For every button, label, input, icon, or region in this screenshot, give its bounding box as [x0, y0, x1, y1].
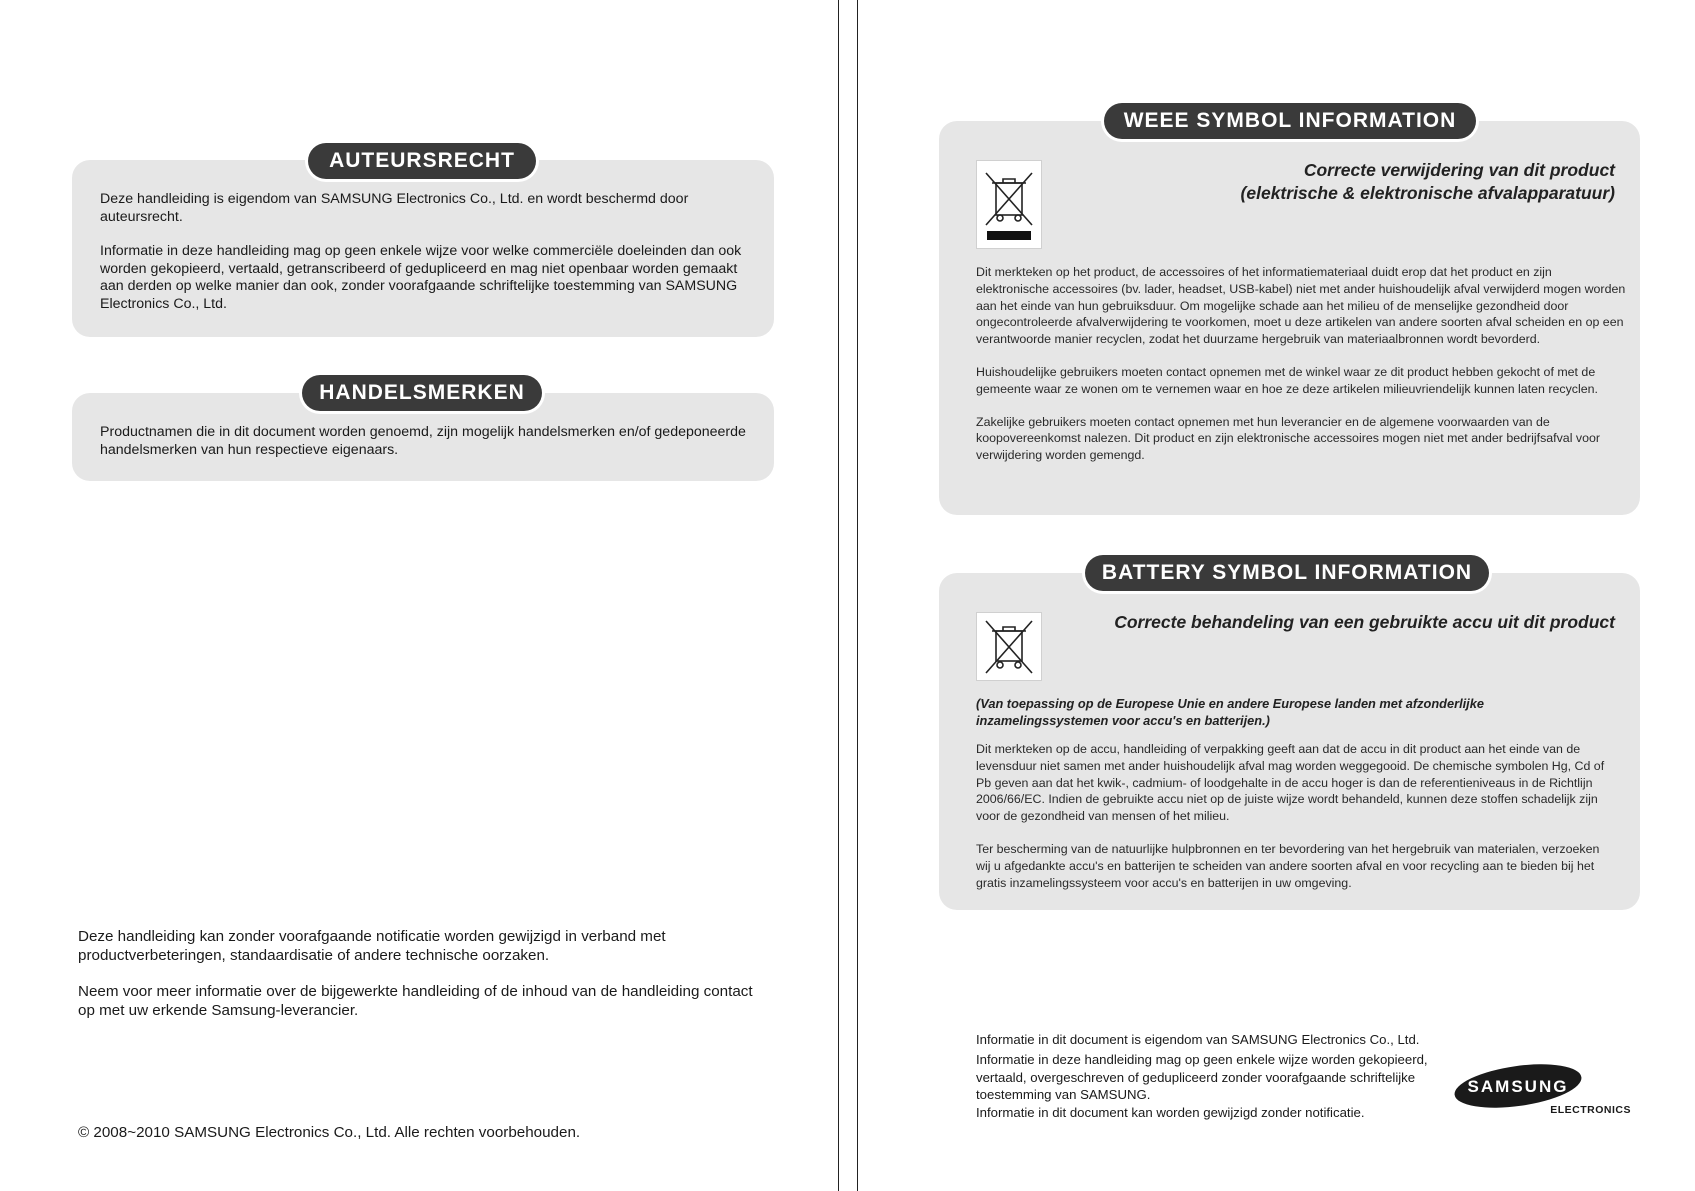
battery-text — [976, 695, 1612, 891]
samsung-logo — [1453, 1062, 1633, 1118]
weee-text — [976, 264, 1626, 464]
battery-icon — [976, 612, 1042, 681]
copyright-line: © 2008~2010 SAMSUNG Electronics Co., Ltd. Alle rechten voorbehouden. — [78, 1124, 581, 1141]
weee-subtitle-line: (elektrische & elektronische afvalapparatuur) — [1240, 183, 1615, 203]
trademarks-heading: HANDELSMERKEN — [302, 375, 542, 411]
notice-text — [78, 928, 768, 1020]
right-page — [858, 0, 1695, 1191]
weee-icon — [976, 160, 1042, 249]
left-page — [0, 0, 838, 1191]
legal-footer-line: Informatie in deze handleiding mag op geen enkele wijze worden gekopieerd, vertaald, overgeschreven of gedupliceerd zonder voorafgaande schriftelijke toestemming van SAMSUNG. — [976, 1052, 1428, 1103]
copyright-paragraph: Deze handleiding is eigendom van SAMSUNG Electronics Co., Ltd. en wordt beschermd door auteursrecht. — [100, 191, 689, 225]
weee-box — [939, 121, 1640, 515]
copyright-box — [72, 160, 774, 337]
notice-paragraph: Neem voor meer informatie over de bijgewerkte handleiding of de inhoud van de handleiding contact op met uw erkende Samsung-leverancier. — [78, 983, 753, 1019]
weee-paragraph: Huishoudelijke gebruikers moeten contact opnemen met de winkel waar ze dit product hebben gekocht of met de gemeente waar ze wonen om te vernemen waar en hoe ze deze artikelen milieuvriendelijk kunnen laten recyclen. — [976, 364, 1598, 396]
trademarks-text — [100, 424, 746, 459]
legal-footer — [976, 1031, 1476, 1121]
battery-paragraph: Ter bescherming van de natuurlijke hulpbronnen en ter bevordering van het hergebruik van materialen, verzoeken wij u afgedankte accu's en batterijen te scheiden van andere soorten afval en voor recycling aan te bieden bij het gratis inzamelingssysteem voor accu's en batterijen in uw omgeving. — [976, 841, 1600, 890]
trademarks-paragraph: Productnamen die in dit document worden genoemd, zijn mogelijk handelsmerken en/of gedeponeerde handelsmerken van hun respectieve eigenaars. — [100, 424, 746, 458]
legal-footer-line: Informatie in dit document is eigendom van SAMSUNG Electronics Co., Ltd. — [976, 1032, 1420, 1047]
battery-heading: BATTERY SYMBOL INFORMATION — [1085, 555, 1489, 591]
copyright-paragraph: Informatie in deze handleiding mag op geen enkele wijze voor welke commerciële doeleinden dan ook worden gekopieerd, vertaald, getranscribeerd of gedupliceerd en mag niet openbaar worden gemaakt aan derden op welke manier dan ook, zonder voorafgaande schriftelijke toestemming van SAMSUNG Electronics Co., Ltd. — [100, 243, 742, 312]
weee-subtitle — [1095, 159, 1615, 205]
battery-paragraph: Dit merkteken op de accu, handleiding of verpakking geeft aan dat de accu in dit product aan het einde van de levensduur niet samen met ander huishoudelijk afval mag worden weggegooid. De chemische symbolen Hg, Cd of Pb geven aan dat het kwik-, cadmium- of loodgehalte in de accu hoger is dan de referentieniveaus in de Richtlijn 2006/66/EC. Indien de gebruikte accu niet op de juiste wijze wordt behandeld, kunnen deze stoffen schadelijk zijn voor de gezondheid van mensen of het milieu. — [976, 742, 1605, 824]
legal-footer-line: Informatie in dit document kan worden gewijzigd zonder notificatie. — [976, 1104, 1365, 1120]
battery-box — [939, 573, 1640, 910]
battery-subtitle: Correcte behandeling van een gebruikte accu uit dit product — [1114, 612, 1615, 632]
notice-paragraph: Deze handleiding kan zonder voorafgaande notificatie worden gewijzigd in verband met productverbeteringen, standaardisatie of andere technische oorzaken. — [78, 928, 666, 964]
copyright-heading: AUTEURSRECHT — [308, 143, 536, 179]
weee-heading: WEEE SYMBOL INFORMATION — [1104, 103, 1476, 139]
weee-paragraph: Zakelijke gebruikers moeten contact opnemen met hun leverancier en de algemene voorwaarden van de koopovereenkomst nalezen. Dit product en zijn elektronische accessoires mogen niet met ander bedrijfsafval voor verwijdering worden gemengd. — [976, 414, 1600, 463]
svg-text:ELECTRONICS: ELECTRONICS — [1550, 1104, 1631, 1116]
page-fold-line — [838, 0, 839, 1191]
svg-text:SAMSUNG: SAMSUNG — [1467, 1077, 1569, 1096]
weee-subtitle-line: Correcte verwijdering van dit product — [1303, 160, 1615, 180]
weee-paragraph: Dit merkteken op het product, de accessoires of het informatiemateriaal duidt erop dat het product en zijn elektronische accessoires (bv. lader, headset, USB-kabel) niet met ander huishoudelijk afval verwijderd mogen worden aan het einde van hun gebruiksduur. Om mogelijke schade aan het milieu of de menselijke gezondheid door ongecontroleerde afvalverwijdering te voorkomen, moet u deze artikelen van andere soorten afval scheiden en op een verantwoorde manier recyclen, zodat het duurzame hergebruik van materiaalbronnen wordt bevorderd. — [976, 265, 1626, 347]
copyright-text — [100, 191, 746, 314]
battery-scope-note: (Van toepassing op de Europese Unie en andere Europese landen met afzonderlijke inzamelingssystemen voor accu's en batterijen.) — [976, 696, 1484, 728]
